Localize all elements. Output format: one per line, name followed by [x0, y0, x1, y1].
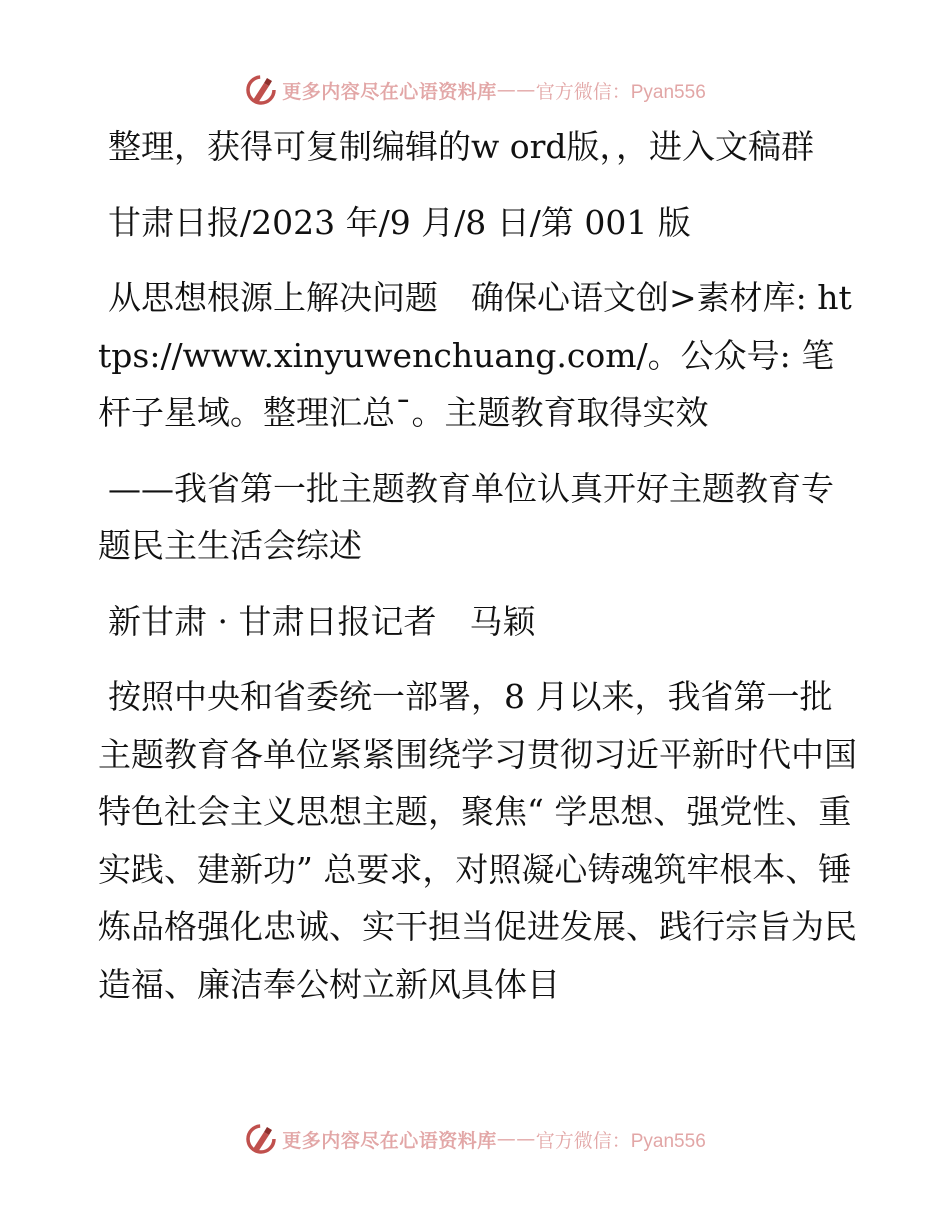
banner-separator: ——: [496, 79, 536, 101]
banner-slogan: 更多内容尽在心语资料库: [282, 1129, 497, 1152]
footer-banner: [0, 1119, 950, 1159]
document-body: [98, 118, 858, 1031]
banner-contact: 官方微信：Pyan556: [535, 81, 706, 103]
banner-contact: 官方微信：Pyan556: [535, 1130, 706, 1152]
header-banner: [0, 70, 950, 110]
paragraph: 整理，获得可复制编辑的w ord版，，进入文稿群: [108, 127, 815, 166]
pen-nib-circle-logo-icon: [244, 1122, 278, 1156]
paragraph-body: 按照中央和省委统一部署，8 月以来，我省第一批主题教育各单位紧紧围绕学习贯彻习近平新时代中国特色社会主义思想主题，聚焦“ 学思想、强党性、重实践、建新功” 总要求，对照凝心铸魂筑牢根本、锤炼品格强化忠诚、实干担当促进发展、践行宗旨为民造福、廉洁奉公树立新风具体目: [98, 677, 857, 1004]
pen-nib-circle-logo-icon: [244, 73, 278, 107]
paragraph-title: 从思想根源上解决问题 确保心语文创>素材库: https://www.xinyuwenchuang.com/。公众号: 笔杆子星域。整理汇总¯。主题教育取得实效: [98, 278, 852, 432]
paragraph-byline: 新甘肃 · 甘肃日报记者 马颖: [108, 601, 536, 641]
paragraph-subtitle: ——我省第一批主题教育单位认真开好主题教育专题民主生活会综述: [98, 468, 834, 565]
banner-slogan: 更多内容尽在心语资料库: [282, 80, 497, 103]
banner-separator: ——: [496, 1128, 536, 1150]
paragraph-source: 甘肃日报/2023 年/9 月/8 日/第 001 版: [108, 202, 691, 242]
